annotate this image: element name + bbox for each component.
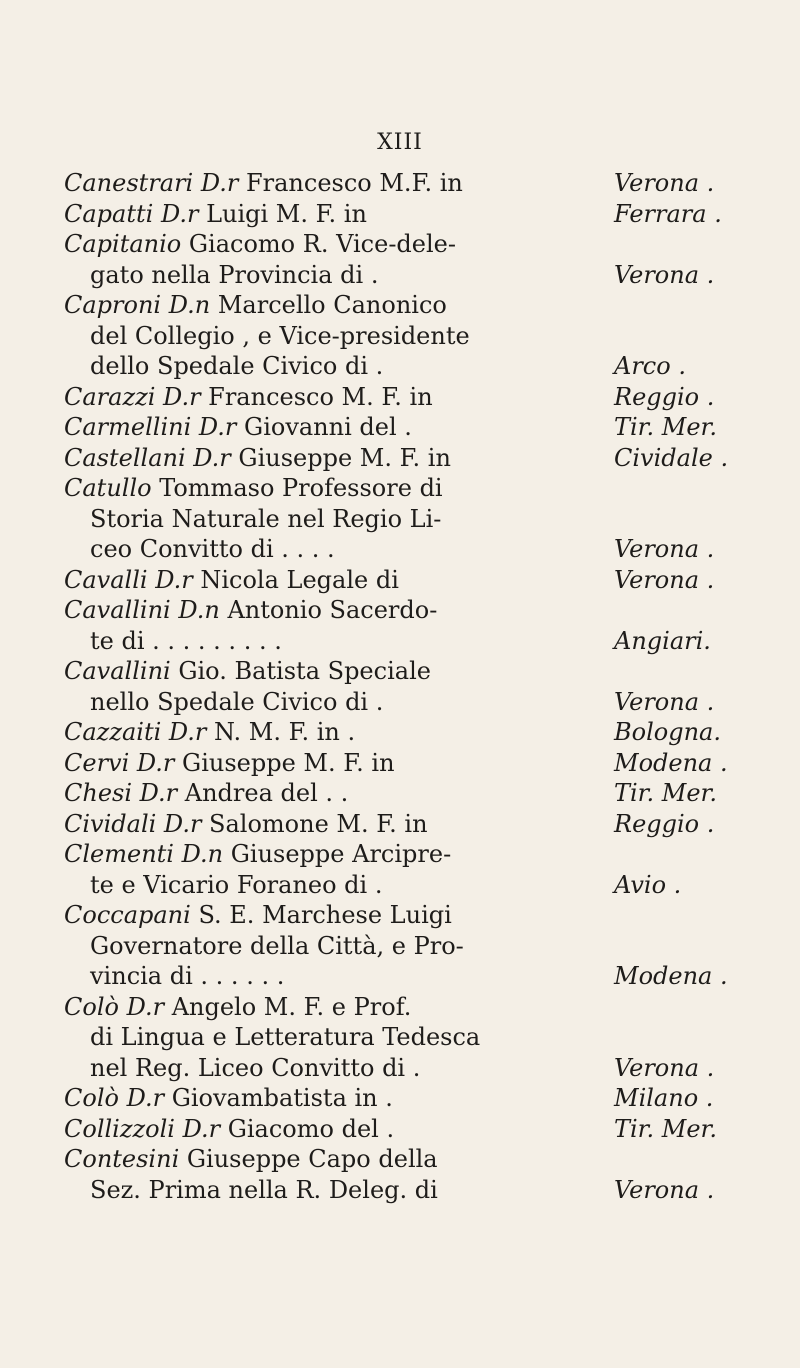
entry-text xyxy=(64,290,447,321)
description: nello Spedale Civico di . xyxy=(90,687,384,716)
place-name: Verona . xyxy=(614,1175,715,1204)
description: Giovambatista in . xyxy=(164,1084,393,1112)
description: Gio. Batista Speciale xyxy=(170,657,431,685)
entry xyxy=(64,290,744,382)
entry-text xyxy=(90,260,378,291)
entry-line xyxy=(64,534,744,565)
place-name xyxy=(614,473,744,504)
entry xyxy=(64,229,744,290)
entry-line xyxy=(64,931,744,962)
description: Marcello Canonico xyxy=(210,291,447,319)
surname: Collizzoli xyxy=(64,1114,175,1143)
entry-line xyxy=(64,961,744,992)
entry-text xyxy=(64,717,355,748)
place-name: Modena . xyxy=(614,962,728,990)
entry-text xyxy=(90,961,284,992)
surname: Carazzi xyxy=(64,382,156,411)
place-name xyxy=(614,839,744,870)
honorific: D.n xyxy=(161,291,211,319)
honorific: D.n xyxy=(173,840,224,868)
entry-line xyxy=(64,870,744,901)
surname: Clementi xyxy=(64,840,174,868)
entry-line xyxy=(64,656,744,687)
honorific: D.r xyxy=(185,443,231,472)
entry-line xyxy=(64,290,744,321)
entry-text xyxy=(64,382,433,413)
entry-line xyxy=(64,321,744,352)
entry-text xyxy=(64,229,456,260)
description: Francesco M.F. in xyxy=(238,169,463,197)
description: S. E. Marchese Luigi xyxy=(190,901,452,929)
place-name: Arco . xyxy=(614,352,686,380)
entry xyxy=(64,839,744,900)
surname: Colò xyxy=(64,1084,119,1112)
place-name xyxy=(614,900,744,931)
entry xyxy=(64,443,744,474)
entry-text xyxy=(64,656,431,687)
place-name xyxy=(614,1022,744,1053)
entry-line xyxy=(64,351,744,382)
entry-text xyxy=(64,778,348,809)
description: Giuseppe Arcipre- xyxy=(223,840,452,868)
honorific: D.r xyxy=(193,169,239,197)
honorific: D.r xyxy=(147,565,193,594)
entry xyxy=(64,1083,744,1114)
entry-line xyxy=(64,992,744,1023)
honorific: D.r xyxy=(156,809,202,838)
place-name: Verona . xyxy=(614,565,715,594)
entry-line xyxy=(64,595,744,626)
entry-text xyxy=(90,870,382,901)
entry-list xyxy=(64,168,744,1205)
entry-text xyxy=(64,839,451,870)
entry xyxy=(64,168,744,199)
entry-line xyxy=(64,626,744,657)
entry xyxy=(64,717,744,748)
entry-text xyxy=(64,809,428,840)
surname: Castellani xyxy=(64,443,186,472)
place-name xyxy=(614,1144,744,1175)
description: di Lingua e Letteratura Tedesca xyxy=(90,1023,481,1051)
place-name: Tir. Mer. xyxy=(614,779,718,807)
entry xyxy=(64,748,744,779)
surname: Cavallini xyxy=(64,657,171,685)
surname: Canestrari xyxy=(64,169,194,197)
entry xyxy=(64,809,744,840)
entry-text xyxy=(64,412,412,443)
entry xyxy=(64,778,744,809)
entry-line xyxy=(64,443,744,474)
place-name xyxy=(614,229,744,260)
description: gato nella Provincia di . xyxy=(90,260,379,289)
entry-line xyxy=(64,1022,744,1053)
place-name: Avio . xyxy=(614,870,682,899)
surname: Carmellini xyxy=(64,413,192,441)
entry-line xyxy=(64,1144,744,1175)
honorific: D.r xyxy=(129,748,175,777)
entry-line xyxy=(64,839,744,870)
place-name xyxy=(614,290,744,321)
place-name: Bologna. xyxy=(614,718,721,746)
description: ceo Convitto di . . . . xyxy=(90,535,335,563)
honorific: D.r xyxy=(132,779,178,807)
entry xyxy=(64,656,744,717)
entry xyxy=(64,992,744,1084)
entry-text xyxy=(64,565,399,596)
surname: Caproni xyxy=(64,291,162,319)
honorific: D.r xyxy=(191,413,237,441)
surname: Cividali xyxy=(64,809,157,838)
entry-line xyxy=(64,229,744,260)
entry-line xyxy=(64,809,744,840)
entry-text xyxy=(90,626,282,657)
description: Giuseppe M. F. in xyxy=(174,748,395,777)
description: Andrea del . . xyxy=(177,779,349,807)
place-name xyxy=(614,656,744,687)
place-name xyxy=(614,595,744,626)
entry-line xyxy=(64,199,744,230)
place-name xyxy=(614,992,744,1023)
description: Giuseppe M. F. in xyxy=(230,443,451,472)
description: Storia Naturale nel Regio Li- xyxy=(90,504,442,533)
entry-text xyxy=(64,199,367,230)
honorific: D.r xyxy=(118,1084,165,1112)
place-name xyxy=(614,504,744,535)
entry-text xyxy=(64,473,443,504)
entry xyxy=(64,595,744,656)
entry-line xyxy=(64,473,744,504)
description: nel Reg. Liceo Convitto di . xyxy=(90,1053,421,1082)
honorific: D.r xyxy=(155,382,201,411)
surname: Cazzaiti xyxy=(64,718,162,746)
description: Governatore della Città, e Pro- xyxy=(90,931,464,960)
entry-line xyxy=(64,168,744,199)
entry xyxy=(64,1144,744,1205)
description: Giovanni del . xyxy=(236,413,412,441)
place-name: Verona . xyxy=(614,169,715,197)
surname: Chesi xyxy=(64,779,133,807)
description: N. M. F. in . xyxy=(206,718,356,746)
entry-text xyxy=(90,687,383,718)
description: Salomone M. F. in xyxy=(201,809,428,838)
place-name: Verona . xyxy=(614,260,715,289)
entry-text xyxy=(64,168,463,199)
place-name: Reggio . xyxy=(614,809,715,838)
entry-line xyxy=(64,778,744,809)
description: del Collegio , e Vice-presidente xyxy=(90,321,470,350)
place-name: Angiari. xyxy=(614,626,711,655)
description: Francesco M. F. in xyxy=(200,382,433,411)
place-name: Ferrara . xyxy=(614,199,722,228)
entry xyxy=(64,199,744,230)
entry xyxy=(64,473,744,565)
entry-line xyxy=(64,260,744,291)
surname: Coccapani xyxy=(64,901,191,929)
entry-text xyxy=(90,534,335,565)
entry-text xyxy=(90,321,470,352)
entry-text xyxy=(64,1114,394,1145)
description: Sez. Prima nella R. Deleg. di xyxy=(90,1175,438,1204)
entry-line xyxy=(64,1175,744,1206)
page-number: XIII xyxy=(377,130,423,155)
description: dello Spedale Civico di . xyxy=(90,352,384,380)
description: vincia di . . . . . . xyxy=(90,962,285,990)
place-name: Milano . xyxy=(614,1084,714,1112)
entry xyxy=(64,382,744,413)
entry xyxy=(64,900,744,992)
place-name: Verona . xyxy=(614,1053,715,1082)
entry-text xyxy=(64,992,411,1023)
entry-line xyxy=(64,717,744,748)
entry xyxy=(64,412,744,443)
entry-line xyxy=(64,382,744,413)
place-name: Modena . xyxy=(614,748,728,777)
honorific: D.r xyxy=(118,992,165,1021)
place-name: Tir. Mer. xyxy=(614,1114,718,1143)
description: te di . . . . . . . . . xyxy=(90,626,282,655)
description: Giacomo R. Vice-dele- xyxy=(181,230,456,258)
entry-text xyxy=(64,900,452,931)
honorific: D.r xyxy=(153,199,199,228)
entry-line xyxy=(64,1053,744,1084)
description: Nicola Legale di xyxy=(192,565,399,594)
honorific: D.r xyxy=(161,718,207,746)
place-name: Reggio . xyxy=(614,382,715,411)
honorific: D.n xyxy=(170,596,220,624)
description: Antonio Sacerdo- xyxy=(219,596,438,624)
description: Tommaso Professore di xyxy=(151,474,443,502)
surname: Catullo xyxy=(64,474,152,502)
description: Giuseppe Capo della xyxy=(179,1145,438,1173)
entry-text xyxy=(64,748,395,779)
description: Giacomo del . xyxy=(220,1114,395,1143)
entry-line xyxy=(64,1083,744,1114)
surname: Cervi xyxy=(64,748,130,777)
surname: Capitanio xyxy=(64,230,182,258)
surname: Cavalli xyxy=(64,565,148,594)
entry-text xyxy=(90,504,441,535)
entry-line xyxy=(64,504,744,535)
entry-line xyxy=(64,565,744,596)
description: Luigi M. F. in xyxy=(198,199,367,228)
entry xyxy=(64,1114,744,1145)
place-name xyxy=(614,931,744,962)
surname: Cavallini xyxy=(64,596,171,624)
entry-text xyxy=(90,931,464,962)
entry-text xyxy=(90,1022,480,1053)
place-name: Verona . xyxy=(614,687,715,716)
surname: Colò xyxy=(64,992,119,1021)
entry-text xyxy=(64,595,437,626)
entry-line xyxy=(64,748,744,779)
place-name xyxy=(614,321,744,352)
entry-text xyxy=(64,1083,393,1114)
surname: Capatti xyxy=(64,199,154,228)
entry xyxy=(64,565,744,596)
place-name: Cividale . xyxy=(614,443,729,472)
description: Angelo M. F. e Prof. xyxy=(164,992,412,1021)
place-name: Tir. Mer. xyxy=(614,413,718,441)
entry-text xyxy=(90,1175,438,1206)
entry-line xyxy=(64,687,744,718)
entry-text xyxy=(64,1144,438,1175)
entry-line xyxy=(64,900,744,931)
entry-line xyxy=(64,412,744,443)
honorific: D.r xyxy=(174,1114,221,1143)
entry-text xyxy=(64,443,451,474)
description: te e Vicario Foraneo di . xyxy=(90,870,383,899)
entry-line xyxy=(64,1114,744,1145)
entry-text xyxy=(90,1053,420,1084)
surname: Contesini xyxy=(64,1145,180,1173)
entry-text xyxy=(90,351,383,382)
place-name: Verona . xyxy=(614,535,715,563)
